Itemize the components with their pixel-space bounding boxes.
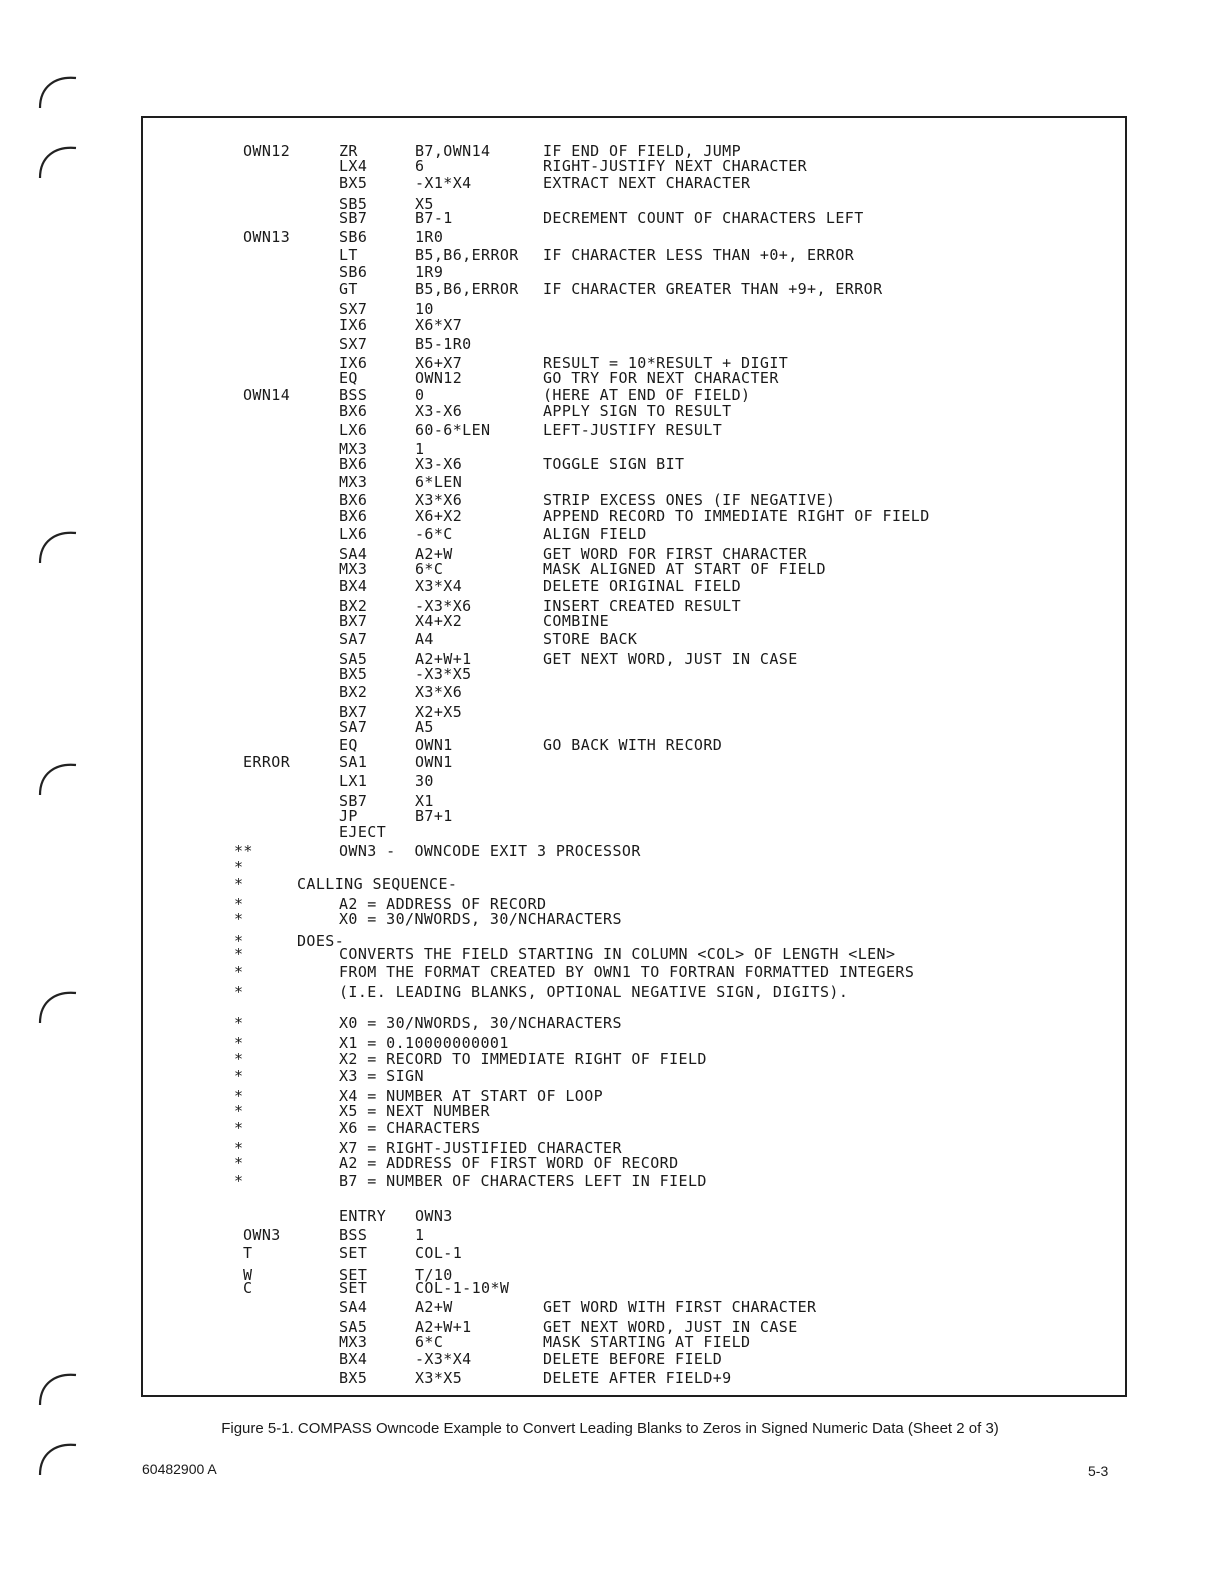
code-operand: X3*X6 [415,491,463,509]
code-opcode: SB7 [339,792,368,810]
code-comment: GO BACK WITH RECORD [543,736,723,754]
comment-marker: * [234,932,244,950]
comment-marker: * [234,1154,244,1172]
code-comment: ALIGN FIELD [543,525,647,543]
code-opcode: BSS [339,386,368,404]
code-comment: STRIP EXCESS ONES (IF NEGATIVE) [543,491,836,509]
code-operand: OWN1 [415,736,453,754]
code-opcode: SX7 [339,300,368,318]
comment-marker: * [234,1172,244,1190]
code-opcode: BX4 [339,1350,368,1368]
code-opcode: SET [339,1244,368,1262]
code-opcode: JP [339,807,358,825]
code-opcode: LX4 [339,157,368,175]
code-comment: IF CHARACTER GREATER THAN +9+, ERROR [543,280,883,298]
figure-caption: Figure 5-1. COMPASS Owncode Example to Convert Leading Blanks to Zeros in Signed Numeric Data (Sheet 2 of 3) [221,1420,999,1437]
code-opcode: SA5 [339,650,368,668]
code-operand: A2+W [415,545,453,563]
code-opcode: SB5 [339,195,368,213]
comment-text: X6 = CHARACTERS [339,1119,481,1137]
comment-marker: * [234,1050,244,1068]
page-number: 5-3 [1088,1463,1109,1479]
code-opcode: BX5 [339,174,368,192]
code-opcode: MX3 [339,1333,368,1351]
code-operand: OWN12 [415,369,463,387]
comment-marker: * [234,1119,244,1137]
code-opcode: SA4 [339,545,368,563]
comment-marker: * [234,858,244,876]
code-opcode: MX3 [339,560,368,578]
code-comment: RESULT = 10*RESULT + DIGIT [543,354,789,372]
code-comment: STORE BACK [543,630,638,648]
code-operand: 0 [415,386,425,404]
code-opcode: SA7 [339,630,368,648]
code-operand: 6*LEN [415,473,463,491]
code-opcode: ZR [339,142,358,160]
code-operand: 6*C [415,560,444,578]
code-comment: GO TRY FOR NEXT CHARACTER [543,369,779,387]
code-operand: X3*X6 [415,683,463,701]
code-comment: APPEND RECORD TO IMMEDIATE RIGHT OF FIELD [543,507,930,525]
comment-text: DOES- [297,932,345,950]
code-operand: 1 [415,440,425,458]
code-operand: -X3*X4 [415,1350,472,1368]
code-opcode: SB6 [339,228,368,246]
comment-text: X0 = 30/NWORDS, 30/NCHARACTERS [339,1014,622,1032]
code-comment: RIGHT-JUSTIFY NEXT CHARACTER [543,157,808,175]
code-comment: GET NEXT WORD, JUST IN CASE [543,1318,798,1336]
code-opcode: SA7 [339,718,368,736]
code-operand: A4 [415,630,434,648]
code-opcode: SA4 [339,1298,368,1316]
code-opcode: LX1 [339,772,368,790]
code-comment: IF CHARACTER LESS THAN +0+, ERROR [543,246,855,264]
code-operand: X6*X7 [415,316,463,334]
comment-marker: * [234,1067,244,1085]
binder-hole-icon [36,757,80,801]
comment-text: B7 = NUMBER OF CHARACTERS LEFT IN FIELD [339,1172,707,1190]
code-operand: X1 [415,792,434,810]
comment-text: A2 = ADDRESS OF FIRST WORD OF RECORD [339,1154,679,1172]
code-comment: EXTRACT NEXT CHARACTER [543,174,751,192]
document-number: 60482900 A [142,1461,217,1477]
code-opcode: BX4 [339,577,368,595]
comment-marker: * [234,1139,244,1157]
code-opcode: BX7 [339,703,368,721]
code-opcode: SET [339,1279,368,1297]
code-operand: X3*X4 [415,577,463,595]
code-opcode: GT [339,280,358,298]
comment-marker: * [234,1087,244,1105]
code-opcode: MX3 [339,440,368,458]
code-operand: X6+X7 [415,354,463,372]
code-opcode: BX6 [339,455,368,473]
code-opcode: BX7 [339,612,368,630]
comment-text: OWN3 - OWNCODE EXIT 3 PROCESSOR [339,842,641,860]
code-comment: MASK STARTING AT FIELD [543,1333,751,1351]
code-comment: GET WORD FOR FIRST CHARACTER [543,545,808,563]
code-comment: INSERT CREATED RESULT [543,597,742,615]
comment-marker: ** [234,842,253,860]
code-opcode: BSS [339,1226,368,1244]
code-operand: A5 [415,718,434,736]
code-label: OWN13 [243,228,291,246]
code-listing [143,118,1125,1395]
comment-marker: * [234,1014,244,1032]
code-comment: GET NEXT WORD, JUST IN CASE [543,650,798,668]
code-label: C [243,1279,253,1297]
comment-marker: * [234,910,244,928]
code-operand: X4+X2 [415,612,463,630]
code-operand: 1R0 [415,228,444,246]
code-operand: X6+X2 [415,507,463,525]
code-opcode: BX6 [339,491,368,509]
binder-hole-icon [36,70,80,114]
comment-marker: * [234,895,244,913]
code-operand: -X1*X4 [415,174,472,192]
code-listing-frame [141,116,1127,1397]
comment-text: X2 = RECORD TO IMMEDIATE RIGHT OF FIELD [339,1050,707,1068]
code-label: W [243,1266,253,1284]
comment-marker: * [234,963,244,981]
comment-marker: * [234,875,244,893]
code-comment: DELETE BEFORE FIELD [543,1350,723,1368]
code-label: OWN14 [243,386,291,404]
comment-text: X5 = NEXT NUMBER [339,1102,490,1120]
code-label: ERROR [243,753,291,771]
code-opcode: SB6 [339,263,368,281]
code-operand: X3-X6 [415,455,463,473]
code-operand: -X3*X6 [415,597,472,615]
code-opcode: BX2 [339,683,368,701]
code-operand: 10 [415,300,434,318]
code-comment: DELETE AFTER FIELD+9 [543,1369,732,1387]
code-opcode: BX2 [339,597,368,615]
code-comment: IF END OF FIELD, JUMP [543,142,742,160]
code-opcode: EQ [339,369,358,387]
code-label: T [243,1244,253,1262]
comment-text: X0 = 30/NWORDS, 30/NCHARACTERS [339,910,622,928]
code-comment: TOGGLE SIGN BIT [543,455,685,473]
comment-marker: * [234,945,244,963]
binder-hole-icon [36,1437,80,1481]
code-operand: X3-X6 [415,402,463,420]
code-opcode: SA1 [339,753,368,771]
code-comment: (HERE AT END OF FIELD) [543,386,751,404]
comment-text: X1 = 0.10000000001 [339,1034,509,1052]
code-comment: GET WORD WITH FIRST CHARACTER [543,1298,817,1316]
binder-hole-icon [36,985,80,1029]
code-comment: COMBINE [543,612,610,630]
code-operand: COL-1 [415,1244,463,1262]
code-operand: X5 [415,195,434,213]
code-operand: 1 [415,1226,425,1244]
code-operand: X2+X5 [415,703,463,721]
code-operand: B5,B6,ERROR [415,246,519,264]
code-opcode: LX6 [339,421,368,439]
code-operand: -X3*X5 [415,665,472,683]
code-opcode: SA5 [339,1318,368,1336]
code-opcode: IX6 [339,354,368,372]
comment-text: A2 = ADDRESS OF RECORD [339,895,547,913]
code-opcode: IX6 [339,316,368,334]
code-opcode: BX6 [339,507,368,525]
code-opcode: SB7 [339,209,368,227]
code-comment: APPLY SIGN TO RESULT [543,402,732,420]
code-opcode: BX5 [339,1369,368,1387]
code-opcode: EJECT [339,823,387,841]
comment-text: (I.E. LEADING BLANKS, OPTIONAL NEGATIVE SIGN, DIGITS). [339,983,849,1001]
code-operand: 6*C [415,1333,444,1351]
code-operand: OWN1 [415,753,453,771]
comment-marker: * [234,983,244,1001]
code-label: OWN12 [243,142,291,160]
code-operand: 6 [415,157,425,175]
code-operand: A2+W [415,1298,453,1316]
code-label: OWN3 [243,1226,281,1244]
comment-text: X3 = SIGN [339,1067,424,1085]
code-opcode: ENTRY [339,1207,387,1225]
comment-text: FROM THE FORMAT CREATED BY OWN1 TO FORTRAN FORMATTED INTEGERS [339,963,915,981]
code-operand: -6*C [415,525,453,543]
comment-text: X7 = RIGHT-JUSTIFIED CHARACTER [339,1139,622,1157]
code-opcode: BX5 [339,665,368,683]
code-operand: B7+1 [415,807,453,825]
code-opcode: SX7 [339,335,368,353]
code-operand: B5,B6,ERROR [415,280,519,298]
code-operand: B5-1R0 [415,335,472,353]
code-comment: LEFT-JUSTIFY RESULT [543,421,723,439]
code-operand: B7,OWN14 [415,142,491,160]
binder-hole-icon [36,525,80,569]
code-opcode: LT [339,246,358,264]
code-opcode: SET [339,1266,368,1284]
code-operand: T/10 [415,1266,453,1284]
code-operand: B7-1 [415,209,453,227]
code-operand: 1R9 [415,263,444,281]
binder-hole-icon [36,140,80,184]
code-opcode: BX6 [339,402,368,420]
code-operand: 30 [415,772,434,790]
code-comment: DECREMENT COUNT OF CHARACTERS LEFT [543,209,864,227]
code-comment: MASK ALIGNED AT START OF FIELD [543,560,826,578]
code-opcode: EQ [339,736,358,754]
binder-hole-icon [36,1367,80,1411]
comment-marker: * [234,1102,244,1120]
code-operand: COL-1-10*W [415,1279,510,1297]
code-opcode: LX6 [339,525,368,543]
code-operand: X3*X5 [415,1369,463,1387]
code-opcode: MX3 [339,473,368,491]
code-operand: OWN3 [415,1207,453,1225]
code-comment: DELETE ORIGINAL FIELD [543,577,742,595]
code-operand: A2+W+1 [415,650,472,668]
comment-text: CONVERTS THE FIELD STARTING IN COLUMN <COL> OF LENGTH <LEN> [339,945,896,963]
comment-text: X4 = NUMBER AT START OF LOOP [339,1087,604,1105]
code-operand: 60-6*LEN [415,421,491,439]
code-operand: A2+W+1 [415,1318,472,1336]
comment-text: CALLING SEQUENCE- [297,875,458,893]
comment-marker: * [234,1034,244,1052]
